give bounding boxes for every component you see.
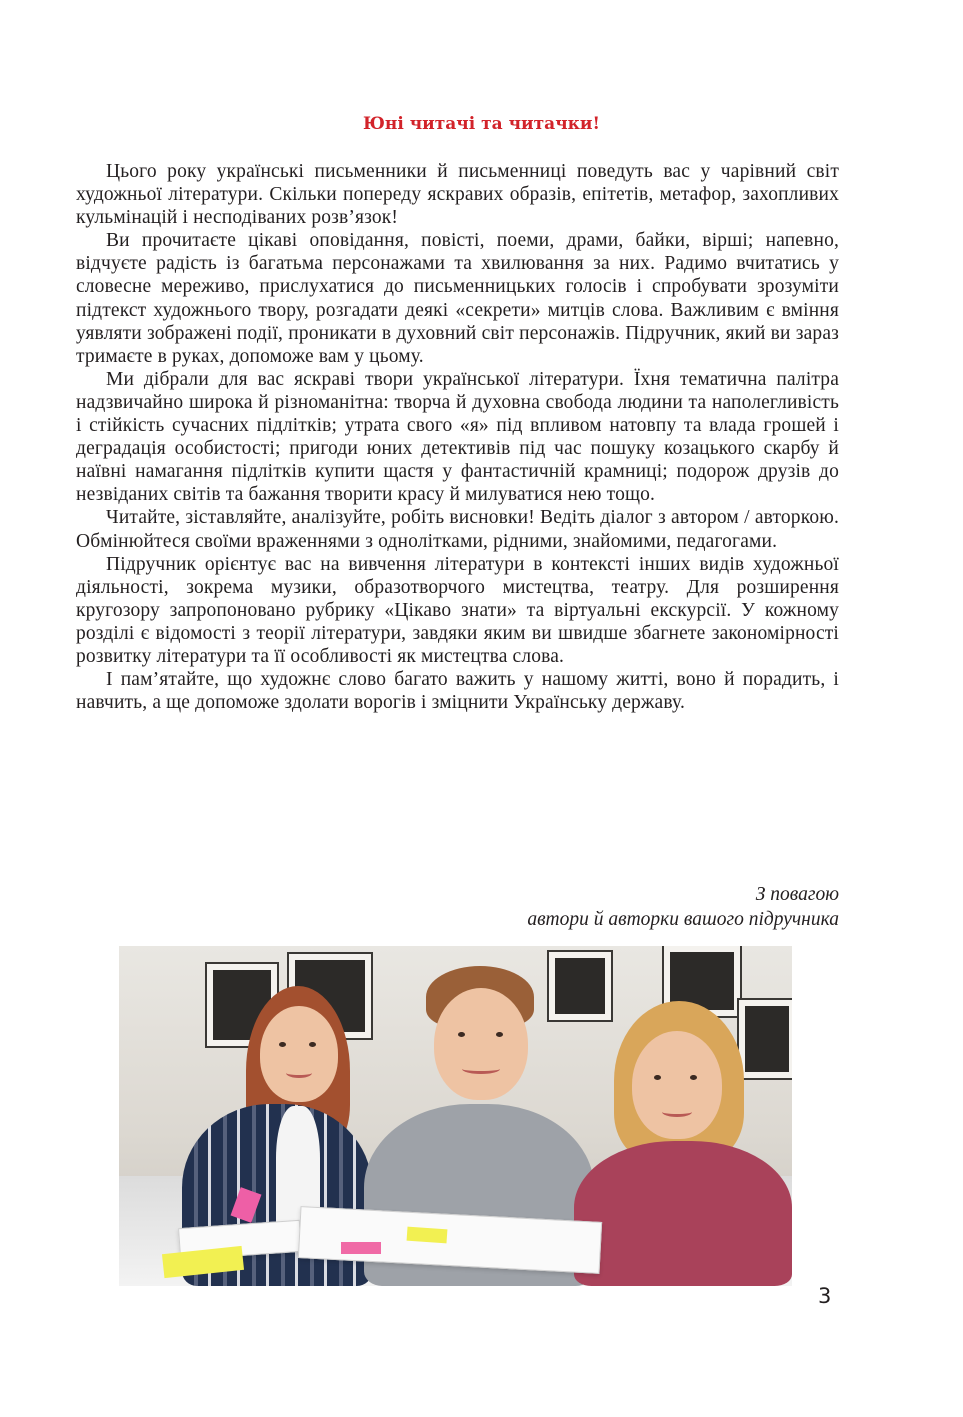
signature [527,882,839,932]
girl-eye [309,1042,316,1047]
boy-eye [496,1032,503,1037]
boy-face [434,988,528,1100]
blond-boy-smile [662,1107,692,1117]
page-heading: Юні читачі та читачки! [363,114,600,134]
boy-smile [462,1064,500,1074]
signature-line-2: автори й авторки вашого підручника [527,909,839,930]
girl-smile [286,1068,312,1078]
paragraph-1: Цього року українські письменники й письменниці поведуть вас у чарівний світ художньої літератури. Скільки попереду яскравих образів, епітетів, метафор, захопливих кульмінацій і несподіваних розв’язок! [76,161,839,229]
girl-face [260,1006,338,1102]
boy-eye [458,1032,465,1037]
blond-boy-eye [654,1075,661,1080]
body-text [76,160,839,714]
girl-eye [279,1042,286,1047]
yellow-sticky-note [407,1227,448,1244]
red-hoodie [574,1141,792,1286]
page-number: 3 [818,1284,832,1308]
students-photo [119,946,792,1286]
paragraph-6: І пам’ятайте, що художнє слово багато важить у нашому житті, воно й порадить, і навчить, а ще допоможе здолати ворогів і зміцнити Українську державу. [76,669,839,714]
student-boy-right [574,1001,792,1286]
paragraph-2: Ви прочитаєте цікаві оповідання, повісті, поеми, драми, байки, вірші; напевно, відчуєте радість із багатьма персонажами та хвилювання за них. Радимо вчитатись у словесне мереживо, прислухатися до письменницьких голосів і спробувати зрозуміти підтекст художнього твору, розгадати деякі «секрети» митців слова. Важливим є вміння уявляти зображені події, проникати в духовний світ персонажів. Підручник, який ви зараз тримаєте в руках, допоможе вам у цьому. [76,230,839,367]
paragraph-4: Читайте, зіставляйте, аналізуйте, робіть висновки! Ведіть діалог з автором / авторкою. Обмінюйтеся своїми враженнями з однолітками, рідними, знайомими, педагогами. [76,507,839,552]
blond-boy-eye [690,1075,697,1080]
paragraph-5: Підручник орієнтує вас на вивчення літератури в контексті інших видів художньої діяльності, зокрема музики, образотворчого мистецтва, театру. Для розширення кругозору запропоновано рубрику «Цікаво знати» та віртуальні екскурсії. У кожному розділі є відомості з теорії літератури, завдяки яким ви швидше збагнете закономірності розвитку літератури та її особливості як мистецтва слова. [76,553,839,667]
blond-boy-face [632,1031,722,1139]
signature-line-1: З повагою [755,884,839,905]
paragraph-3: Ми дібрали для вас яскраві твори української літератури. Їхня тематична палітра надзвичайно широка й різноманітна: творча й духовна свобода людини та наполегливість і стійкість сучасних підлітків; утрата свого «я» під впливом натовпу та влада грошей і деградація особистості; пригоди юних детективів під час пошуку козацького скарбу й наївні намагання підлітків купити щастя у фантастичній крамниці; подорож друзів до незвіданих світів та бажання творити красу й милуватися нею тощо. [76,368,839,506]
pink-sticky-note [341,1242,381,1254]
